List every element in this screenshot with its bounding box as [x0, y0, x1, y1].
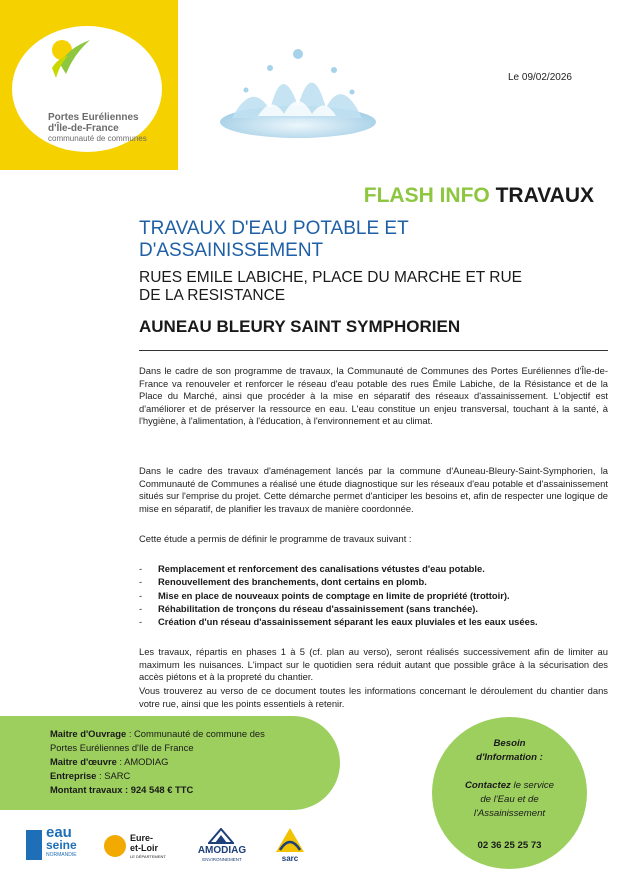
contractor-value: : SARC	[96, 770, 131, 781]
study-paragraph: Dans le cadre des travaux d'aménagement lancés par la commune d'Auneau-Bleury-Saint-Symphorien, la Communauté de Communes a réalisé une étude diagnostique sur les réseaux d'eau potable et d'assainissement situés sur l'emprise du projet. Cette démarche permet d'anticiper les besoins et, afin de respecter une logique de mise en séparatif, de planifier les travaux de manière coordonnée.	[139, 465, 608, 514]
sarc-logo	[272, 826, 308, 866]
info-contact-line2: de l'Eau et de	[480, 794, 539, 805]
eau-seine-badge	[26, 830, 42, 860]
sarc-emblem-icon	[274, 826, 306, 854]
list-item: - Mise en place de nouveaux points de comptage en limite de propriété (trottoir).	[139, 589, 608, 602]
contractor-line	[50, 769, 130, 783]
list-item: - Remplacement et renforcement des canalisations vétustes d'eau potable.	[139, 562, 608, 575]
streets-heading-line1: RUES EMILE LABICHE, PLACE DU MARCHE ET RUE	[139, 269, 522, 286]
sarc-name: sarc	[281, 854, 299, 863]
list-item: - Réhabilitation de tronçons du réseau d'assainissement (sans tranchée).	[139, 602, 608, 615]
project-details-box	[0, 716, 340, 810]
info-heading-line2: d'Information :	[476, 752, 543, 763]
manager-label: Maitre d'œuvre	[50, 756, 117, 767]
organisation-name	[48, 112, 139, 134]
amount-line	[50, 783, 193, 797]
info-word: INFO	[439, 184, 490, 207]
programme-intro: Cette étude a permis de définir le programme de travaux suivant :	[139, 533, 412, 544]
eure-et-loir-line1: Eure-	[130, 833, 154, 843]
eure-et-loir-logo	[104, 833, 174, 865]
owner-line	[50, 727, 265, 741]
organisation-subtitle: communauté de communes	[48, 134, 147, 143]
flash-info-title	[140, 184, 594, 208]
town-heading: AUNEAU BLEURY SAINT SYMPHORIEN	[139, 317, 461, 336]
intro-paragraph: Dans le cadre de son programme de travaux, la Communauté de Communes des Portes Euréliennes d'Île-de-France va renouveler et renforcer le réseau d'eau potable des rues Émile Labiche, de la Résistance et de la Place du Marché, ainsi que procéder à la mise en séparatif des réseaux d'assainissement. L'objectif est d'améliorer et de préserver la ressource en eau. L'eau constitue un enjeu transversal, touchant à la santé, à l'hygiène, à l'alimentation, à l'éducation, à l'environnement et au climat.	[139, 365, 608, 427]
info-contact-line1	[432, 779, 587, 793]
eure-et-loir-badge	[104, 835, 126, 857]
manager-line	[50, 755, 168, 769]
issue-date: Le 09/02/2026	[508, 72, 572, 83]
info-contact	[432, 779, 587, 821]
amount-label: Montant travaux	[50, 784, 123, 795]
works-subtitle-line2: D'ASSAINISSEMENT	[139, 240, 324, 261]
amodiag-tagline: ENVIRONNEMENT	[202, 857, 242, 862]
amodiag-name: AMODIAG	[197, 845, 247, 856]
divider	[139, 350, 608, 351]
contact-bold: Contactez	[464, 780, 511, 791]
manager-value: : AMODIAG	[116, 756, 169, 767]
phases-paragraph: Les travaux, répartis en phases 1 à 5 (cf. plan au verso), seront réalisés successivement afin de limiter au maximum les nuisances. L'impact sur le quotidien sera réduit autant que possible grâce à la sécurisation des accès piétons et à la propreté du chantier.	[139, 646, 608, 683]
streets-heading	[139, 269, 609, 305]
eau-seine-line1: eau	[46, 824, 72, 841]
info-heading-line1: Besoin	[493, 738, 526, 749]
travaux-word: TRAVAUX	[495, 184, 594, 207]
works-subtitle	[139, 218, 599, 262]
works-list	[139, 562, 608, 628]
info-contact-line3: l'Assainissement	[473, 808, 546, 819]
sunburst-icon	[46, 34, 96, 94]
works-subtitle-line1: TRAVAUX D'EAU POTABLE ET	[139, 218, 409, 239]
flash-word: FLASH	[363, 184, 434, 207]
contractor-label: Entreprise	[50, 770, 97, 781]
eau-seine-logo	[26, 826, 92, 864]
information-contact-box	[432, 717, 587, 869]
verso-paragraph: Vous trouverez au verso de ce document toutes les informations concernant le déroulement du chantier dans votre rue, ainsi que les points essentiels à retenir.	[139, 685, 608, 709]
list-item: - Renouvellement des branchements, dont certains en plomb.	[139, 575, 608, 588]
streets-heading-line2: DE LA RESISTANCE	[139, 287, 286, 304]
info-heading	[432, 737, 587, 765]
water-splash-image	[212, 40, 382, 150]
amodiag-logo	[184, 828, 260, 864]
eau-seine-line3: NORMANDIE	[46, 852, 77, 858]
amount-value: : 924 548 € TTC	[122, 784, 194, 795]
eure-et-loir-tagline: LE DÉPARTEMENT	[130, 854, 166, 859]
owner-label: Maitre d'Ouvrage	[50, 728, 127, 739]
organisation-name-line2: d'Île-de-France	[48, 123, 119, 134]
list-item: - Création d'un réseau d'assainissement séparant les eaux pluviales et les eaux usées.	[139, 615, 608, 628]
amodiag-triangle-icon	[208, 828, 234, 844]
contact-rest: le service	[510, 780, 555, 791]
eure-et-loir-line2: et-Loir	[130, 843, 158, 853]
owner-value-line2: Portes Euréliennes d'Ile de France	[50, 742, 194, 753]
eau-seine-line2: seine	[46, 838, 77, 852]
owner-value: : Communauté de commune des	[126, 728, 265, 739]
organisation-name-line1: Portes Euréliennes	[48, 112, 139, 123]
phone-number: 02 36 25 25 73	[477, 840, 542, 851]
